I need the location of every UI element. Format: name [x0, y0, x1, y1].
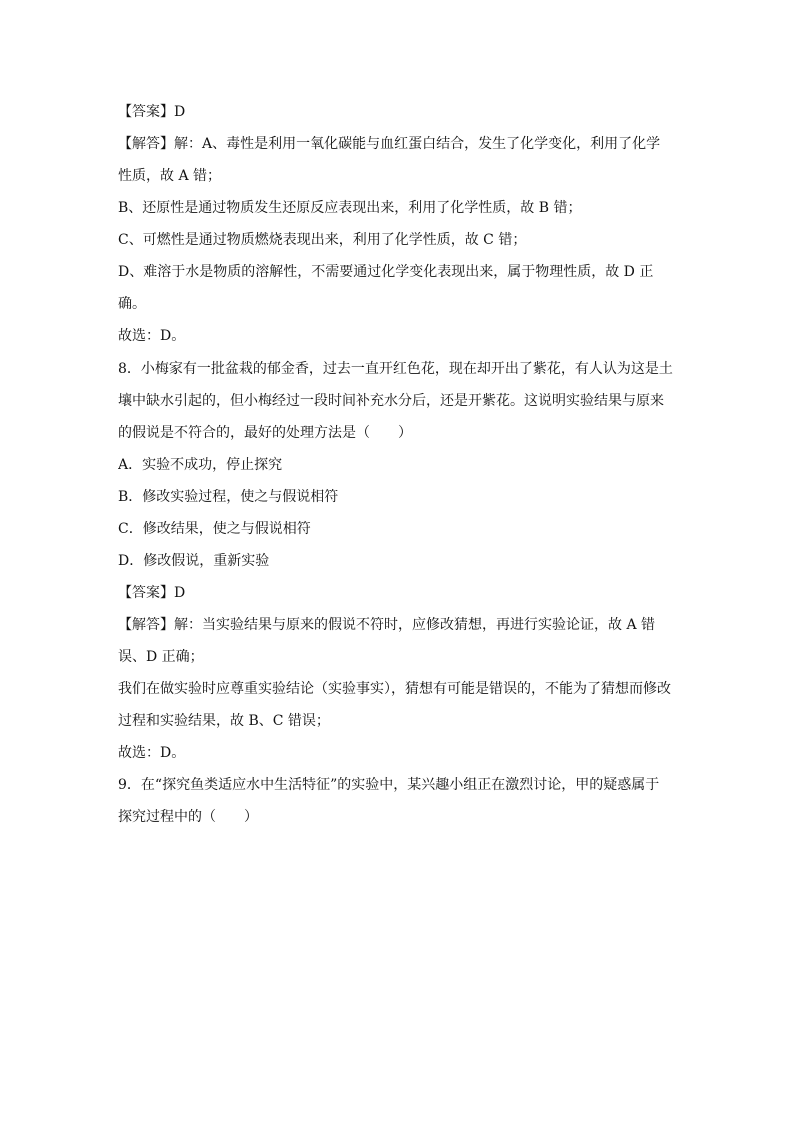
option-a: A．实验不成功，停止探究	[118, 457, 283, 473]
solution-text: C、可燃性是通过物质燃烧表现出来，利用了化学性质，故 C 错；	[118, 232, 527, 248]
solution-text: 误、D 正确；	[118, 649, 204, 665]
question-8-text: 的假说是不符合的，最好的处理方法是（ ）	[118, 425, 412, 441]
option-c: C．修改结果，使之与假说相符	[118, 521, 311, 537]
solution-text: 我们在做实验时应尊重实验结论（实验事实），猜想有可能是错误的，不能为了猜想而修改	[118, 681, 671, 697]
solution-text: B、还原性是通过物质发生还原反应表现出来，利用了化学性质，故 B 错；	[118, 200, 582, 216]
option-d: D．修改假说，重新实验	[118, 553, 270, 569]
question-8-text: 8．小梅家有一批盆栽的郁金香，过去一直开红色花，现在却开出了紫花，有人认为这是土	[118, 361, 673, 377]
question-8-text: 壤中缺水引起的，但小梅经过一段时间补充水分后，还是开紫花。这说明实验结果与原来	[118, 393, 664, 409]
question-9-text: 探究过程中的（ ）	[118, 809, 258, 825]
solution-text: 【解答】解：A、毒性是利用一氧化碳能与血红蛋白结合，发生了化学变化，利用了化学	[118, 136, 661, 152]
solution-text: 确。	[118, 296, 146, 312]
solution-text: 性质，故 A 错；	[118, 168, 222, 184]
choice-result: 故选：D。	[118, 328, 186, 344]
choice-result: 故选：D。	[118, 745, 186, 761]
question-9-text: 9．在“探究鱼类适应水中生活特征”的实验中，某兴趣小组正在激烈讨论，甲的疑惑属于	[118, 777, 660, 793]
solution-text: 过程和实验结果，故 B、C 错误；	[118, 713, 330, 729]
answer-label: 【答案】D	[118, 104, 186, 120]
answer-label: 【答案】D	[118, 585, 186, 601]
solution-text: D、难溶于水是物质的溶解性，不需要通过化学变化表现出来，属于物理性质，故 D 正	[118, 264, 654, 280]
option-b: B．修改实验过程，使之与假说相符	[118, 489, 339, 505]
solution-text: 【解答】解：当实验结果与原来的假说不符时，应修改猜想，再进行实验论证，故 A 错	[118, 617, 656, 633]
